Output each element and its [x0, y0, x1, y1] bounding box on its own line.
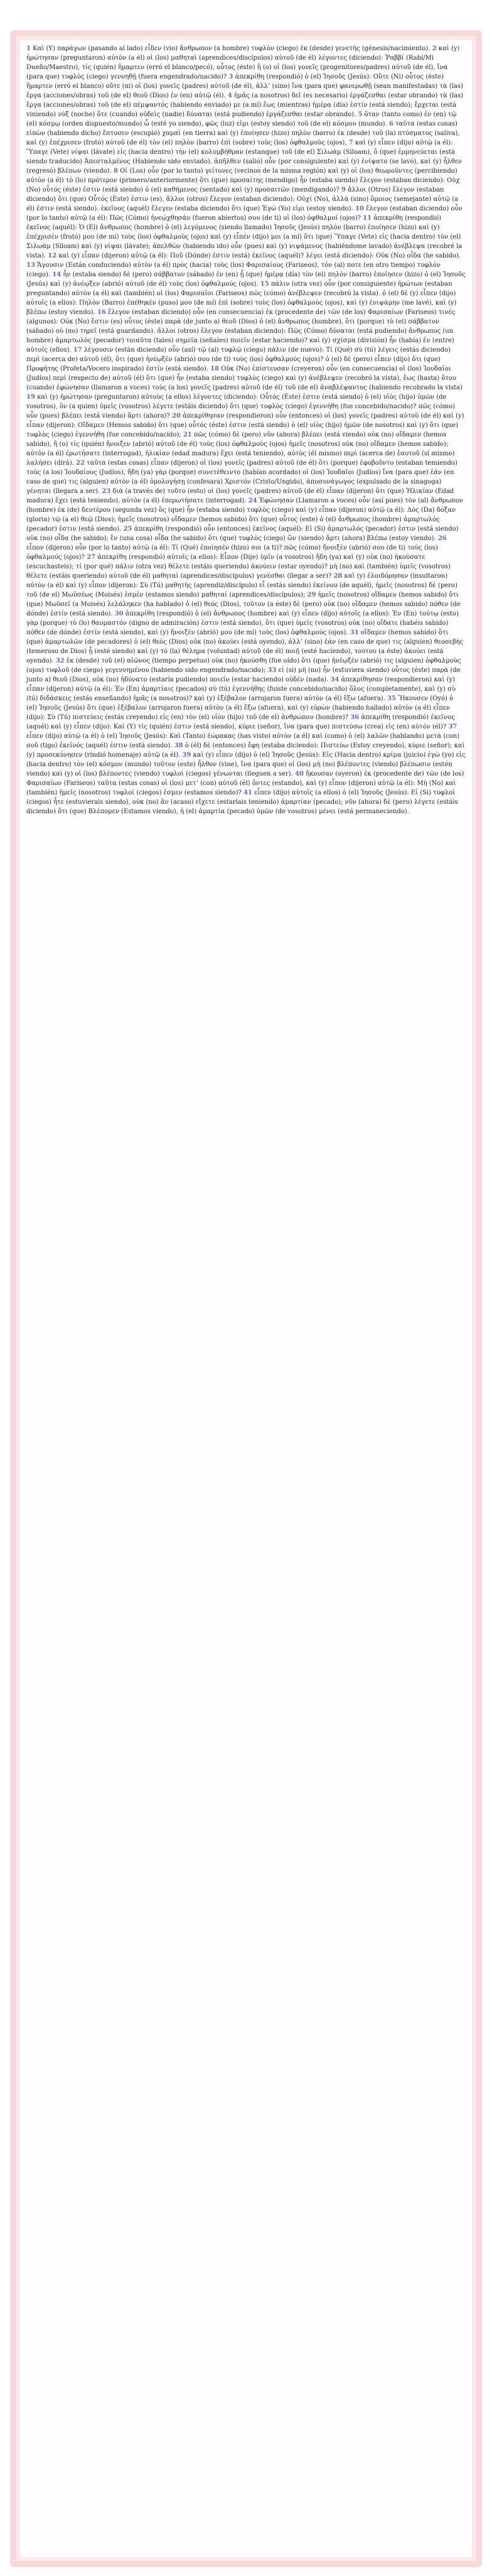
verse-text: διὰ (a través de) τοῦτο (esto) οἱ (los) γονεῖς (padres) αὐτοῦ (de él) εἶπαν (dijeron) ὅτι (que) Ἡλικίαν (Edad madura) ἔχει (está teniendo), αὐτὸν (a él) ἐπερωτήσατε (interrogad).: [26, 488, 454, 504]
verse-text: ἀπεκρίθη (respondió) αὐτοῖς (a ellos): Εἶπον (Dije) ὑμῖν (a vosotros) ἤδη (ya) καὶ (y) οὐκ (no) ἠκούσατε (escuchasteis); τί (por qué) πάλιν (otra vez) θέλετε (estáis queriendo) ἀκούειν (estar oyendo)? μὴ (no) καὶ (también) ὑμεῖς (vosotros) θέλετε (estáis queriendo) αὐτοῦ (de él) μαθηταὶ (aprendices/discípulos) γενέσθαι (llegar a ser)?: [26, 554, 451, 580]
verse-text: ἔλεγον (estaban diciendo) οὖν (por lo tanto) αὐτῷ (a él): Πῶς (Cómo) ἠνεῴχθησάν (fueron abiertos) σου (de ti) οἱ (los) ὀφθαλμοί (ojos)?: [26, 205, 463, 222]
verse-text: Ἤκουσεν (Oyó) ὁ (el) Ἰησοῦς (Jesús) ὅτι (que) ἐξέβαλον (arrojaron fuera) αὐτὸν (a él) ἔξω (afuera), καὶ (y) εὑρὼν (habiendo hallado) αὐτὸν (a él) εἶπεν (dijo): Σὺ (Tú) πιστεύεις (estás creyendo) εἰς (en) τὸν (el) υἱὸν (hijo) τοῦ (de el) ἀνθρώπου (hombre)?: [26, 695, 454, 721]
verse-number: 24: [248, 497, 257, 504]
verse-number: 2: [432, 45, 437, 52]
verse-text: ἀπεκρίθη (respondió) ὁ (el) ἄνθρωπος (hombre) καὶ (y) εἶπεν (dijo) αὐτοῖς (a ellos): Ἐν (En) τούτῳ (esto) γὰρ (porque) τὸ (lo) θαυμαστόν (digno de admiración) ἐστιν (está siendo), ὅτι (que) ὑμεῖς (vosotros) οὐκ (no) οἴδατε (habéis sabido) πόθεν (de dónde) ἐστίν (está siendo), καὶ (y) ἤνοιξέν (abrió) μου (de mí) τοὺς (los) ὀφθαλμούς (ojos).: [26, 610, 459, 636]
verse-text: ἀπεκρίθη (respondió) ἐκεῖνος (aquél) καὶ (y) εἶπεν (dijo): Καὶ (Y) τίς (quién) ἐστιν (está siendo), κύριε (señor), ἵνα (para que) πιστεύσω (crea) εἰς (en) αὐτόν (él)?: [26, 714, 455, 730]
verse-text: καὶ (y) εἶπεν (dijo) αὐτῷ (a él): Ὕπαγε (Vete) νίψαι (lávate) εἰς (hacia dentro) τὴν (el) κολυμβήθραν (estanque) τοῦ (de el) Σιλωάμ (Siloam), ὃ (que) ἑρμηνεύεται (está siendo traducido) Ἀπεσταλμένος (Habiendo sido enviado). ἀπῆλθεν (salió) οὖν (por consiguiente) καὶ (y) ἐνίψατο (se lavó), καὶ (y) ἦλθεν (regresó) βλέπων (viendo).: [26, 139, 463, 175]
verse-number: 20: [171, 413, 181, 419]
verse-number: 9: [341, 187, 346, 193]
verse-text: ἀπεκρίθη (respondió) ἐκεῖνος (aquél): Ὁ (El) ἄνθρωπος (hombre) ὁ (el) λεγόμενος (siendo llamado) Ἰησοῦς (Jesús) πηλὸν (barro) ἐποίησεν (hizo) καὶ (y) ἐπέχρισέν (frotó) μου (de mí) τοὺς (los) ὀφθαλμοὺς (ojos) καὶ (y) εἶπέν (dijo) μοι (a mí) ὅτι (que) Ὕπαγε (Vete) εἰς (hacia dentro) τὸν (el) Σιλωὰμ (Siloam) καὶ (y) νίψαι (lávate); ἀπελθὼν (habiendo ido) οὖν (pues) καὶ (y) νιψάμενος (habiéndome lavado) ἀνέβλεψα (recobré la vista).: [26, 215, 463, 259]
verse-text: Ἄγουσιν (Están conduciendo) αὐτὸν (a él) πρὸς (hacia) τοὺς (los) Φαρισαίους (Fariseos), τόν (al) ποτε (en otro tiempo) τυφλόν (ciego).: [26, 262, 441, 278]
verse-text: ὅταν (tanto como) ἐν (en) τῷ (el) κόσμῳ (orden dispuesto/mundo) ὦ (esté yo siendo), φῶς (luz) εἰμι (estoy siendo) τοῦ (de el) κόσμου (mundo).: [26, 111, 457, 127]
verse-number: 1: [26, 45, 31, 52]
verse-number: 10: [355, 205, 364, 212]
verse-number: 34: [330, 676, 340, 683]
verse-text: ἡμᾶς (a nosotros) δεῖ (es necesario) ἐργάζεσθαι (estar obrando) τὰ (las) ἔργα (acciones/obras) τοῦ (de el) πέμψαντός (habiendo enviado) με (a mí) ἕως (mientras) ἡμέρα (día) ἐστίν (está siendo); ἔρχεται (está viniendo) νὺξ (noche) ὅτε (cuando) οὐδεὶς (nadie) δύναται (está pudiendo) ἐργάζεσθαι (estar obrando).: [26, 92, 464, 118]
verse-number: 22: [76, 460, 85, 467]
verse-number: 6: [388, 121, 393, 127]
verse-number: 29: [307, 592, 316, 598]
verse-number: 38: [174, 742, 183, 749]
verse-text: ἐκ (desde) τοῦ (el) αἰῶνος (tiempo perpetuo) οὐκ (no) ἠκούσθη (fue oído) ὅτι (que) ἠνέῳξέν (abrió) τις (alguien) ὀφθαλμοὺς (ojos) τυφλοῦ (de ciego) γεγεννημένου (habiendo sido engendrado/nacido);: [26, 658, 461, 674]
greek-interlinear-passage: [26, 44, 466, 816]
verse-number: 17: [73, 347, 82, 354]
verse-text: πάλιν (otra vez) οὖν (por consiguiente) ἠρώτων (estaban preguntando) αὐτὸν (a él) καὶ (también) οἱ (los) Φαρισαῖοι (Fariseos) πῶς (cómo) ἀνέβλεψεν (recobró la vista). ὁ (el) δὲ (y) εἶπεν (dijo) αὐτοῖς (a ellos): Πηλὸν (Barro) ἐπέθηκέν (puso) μου (de mí) ἐπὶ (sobre) τοὺς (los) ὀφθαλμούς (ojos), καὶ (y) ἐνιψάμην (me lavé), καὶ (y) βλέπω (estoy viendo).: [26, 281, 457, 316]
verse-text: εἰ (si) μὴ (no) ἦν (estuviera siendo) οὗτος (éste) παρὰ (de junto a) θεοῦ (Dios), οὐκ (no) ἠδύνατο (estaría pudiendo) ποιεῖν (estar haciendo) οὐδέν (nada).: [26, 667, 461, 683]
verse-text: οἴδαμεν (hemos sabido) ὅτι (que) ἁμαρτωλῶν (de pecadores) ὁ (el) θεὸς (Dios) οὐκ (no) ἀκούει (está oyendo), ἀλλ’ (sino) ἐάν (en caso de que) τις (alguien) θεοσεβὴς (temeroso de Dios) ᾖ (esté siendo) καὶ (y) τὸ (la) θέλημα (voluntad) αὐτοῦ (de él) ποιῇ (esté haciendo), τούτου (a éste) ἀκούει (está oyendo).: [26, 629, 464, 664]
verse-text: ἀπεκρίθησαν (respondieron) καὶ (y) εἶπαν (dijeron) αὐτῷ (a él): Ἐν (En) ἁμαρτίαις (pecados) σὺ (tú) ἐγεννήθης (fuiste concebido/nacido) ὅλος (completamente), καὶ (y) σὺ (tú) διδάσκεις (estás enseñando) ἡμᾶς (a nosotros)? καὶ (y) ἐξέβαλον (arrojaron fuera) αὐτὸν (a él) ἔξω (afuera).: [26, 676, 456, 702]
verse-text: ταῦτα (estas cosas) εἰπὼν (habiendo dicho) ἔπτυσεν (escupió) χαμαὶ (en tierra) καὶ (y) ἐποίησεν (hizo) πηλὸν (barro) ἐκ (desde) τοῦ (la) πτύσματος (saliva), καὶ (y) ἐπέχρισεν (frotó) αὐτοῦ (de él) τὸν (el) πηλὸν (barro) ἐπὶ (sobre) τοὺς (los) ὀφθαλμοὺς (ojos),: [26, 121, 460, 146]
verse-text: Οἱ (Los) οὖν (por lo tanto) γείτονες (vecinos de la misma región) καὶ (y) οἱ (los) θεωροῦντες (percibiendo) αὐτὸν (a él) τὸ (lo) πρότερον (primero/anteriormente) ὅτι (que) προσαίτης (mendigo) ἦν (estaba siendo) ἔλεγον (estaban diciendo): Οὐχ (No) οὗτός (éste) ἐστιν (está siendo) ὁ (el) καθήμενος (sentado) καὶ (y) προσαιτῶν (mendigando)?: [26, 168, 460, 193]
verse-number: 25: [123, 526, 132, 533]
verse-text: ταῦτα (estas cosas) εἶπαν (dijeron) οἱ (los) γονεῖς (padres) αὐτοῦ (de él) ὅτι (porque) ἐφοβοῦντο (estaban temiendo) τοὺς (a los) Ἰουδαίους (Judíos), ἤδη (ya) γὰρ (porque) συνετέθειντο (habían acordado) οἱ (los) Ἰουδαῖοι (Judíos) ἵνα (para que) ἐάν (en caso de que) τις (alguien) αὐτὸν (a él) ὁμολογήσῃ (confesara) Χριστόν (Cristo/Ungido), ἀποσυνάγωγος (expulsado de la sinagoga) γένηται (llegara a ser).: [26, 460, 457, 495]
verse-number: 41: [243, 789, 252, 796]
verse-number: 39: [182, 752, 191, 759]
verse-number: 26: [437, 535, 447, 542]
verse-number: 23: [102, 488, 111, 495]
verse-number: 8: [114, 168, 118, 175]
verse-number: 36: [350, 714, 360, 721]
verse-text: ὁ (él) δὲ (entonces) ἔφη (estaba diciendo): Πιστεύω (Estoy creyendo), κύριε (señor); καὶ (y) προσεκύνησεν (rindió homenaje) αὐτῷ (a él).: [26, 742, 465, 759]
verse-text: καὶ (y) ἠρώτησαν (preguntaron) αὐτοὺς (a ellos) λέγοντες (diciendo): Οὗτός (Éste) ἐστιν (está siendo) ὁ (el) υἱὸς (hijo) ὑμῶν (de vosotros), ὃν (a quien) ὑμεῖς (vosotros) λέγετε (estáis diciendo) ὅτι (que) τυφλὸς (ciego) ἐγεννήθη (fue concebido/nacido)? πῶς (cómo) οὖν (pues) βλέπει (está viendo) ἄρτι (ahora)?: [26, 394, 456, 419]
verse-number: 28: [333, 573, 343, 580]
verse-number: 16: [97, 309, 106, 316]
verse-number: 37: [448, 723, 457, 730]
verse-text: καὶ (y) εἶπεν (dijo) ὁ (el) Ἰησοῦς (Jesús): Εἰς (Hacia dentro) κρίμα (juicio) ἐγὼ (yo) εἰς (hacia dentro) τὸν (el) κόσμον (mundo) τοῦτον (este) ἦλθον (vine), ἵνα (para que) οἱ (los) μὴ (no) βλέποντες (viendo) βλέπωσιν (estén viendo) καὶ (y) οἱ (los) βλέποντες (viendo) τυφλοὶ (ciegos) γένωνται (lleguen a ser).: [26, 752, 466, 777]
verse-text: Καὶ (Y) παράγων (pasando al lado) εἶδεν (vio) ἄνθρωπον (a hombre) τυφλὸν (ciego) ἐκ (desde) γενετῆς (génesis/nacimiento).: [33, 45, 430, 52]
verse-number: 12: [48, 252, 57, 259]
verse-number: 7: [348, 139, 353, 146]
verse-text: ἀπεκρίθη (respondió) οὖν (entonces) ἐκεῖνος (aquél): Εἰ (Si) ἁμαρτωλός (pecador) ἐστιν (está siendo) οὐκ (no) οἶδα (he sabido); ἓν (una cosa) οἶδα (he sabido) ὅτι (que) τυφλὸς (ciego) ὢν (siendo) ἄρτι (ahora) βλέπω (estoy viendo).: [26, 526, 459, 542]
verse-text: ἦν (estaba siendo) δὲ (pero) σάββατον (sábado) ἐν (en) ᾗ (que) ἡμέρᾳ (día) τὸν (el) πηλὸν (barro) ἐποίησεν (hizo) ὁ (el) Ἰησοῦς (Jesús) καὶ (y) ἀνέῳξεν (abrió) αὐτοῦ (de él) τοὺς (los) ὀφθαλμούς (ojos).: [26, 271, 466, 288]
verse-text: Οὐκ (No) ἐπίστευσαν (creyeron) οὖν (en consecuencia) οἱ (los) Ἰουδαῖοι (Judíos) περὶ (respecto de) αὐτοῦ (él) ὅτι (que) ἦν (estaba siendo) τυφλὸς (ciego) καὶ (y) ἀνέβλεψεν (recobró la vista), ἕως (hasta) ὅτου (cuando) ἐφώνησαν (llamaron a voces) τοὺς (a los) γονεῖς (padres) αὐτοῦ (de él) τοῦ (de el) ἀναβλέψαντος (habiendo recobrado la vista): [26, 365, 463, 391]
verse-number: 19: [26, 394, 35, 401]
verse-text: Ἐφώνησαν (Llamaron a voces) οὖν (así pues) τὸν (al) ἄνθρωπον (hombre) ἐκ (de) δευτέρου (segunda vez) ὃς (que) ἦν (estaba siendo) τυφλὸς (ciego) καὶ (y) εἶπαν (dijeron) αὐτῷ (a él): Δὸς (Da) δόξαν (gloria) τῷ (a el) θεῷ (Dios); ἡμεῖς (nosotros) οἴδαμεν (hemos sabido) ὅτι (que) οὗτος (este) ὁ (el) ἄνθρωπος (hombre) ἁμαρτωλός (pecador) ἐστιν (está siendo).: [26, 497, 463, 533]
verse-number: 14: [52, 271, 62, 278]
verse-number: 40: [294, 771, 304, 777]
verse-number: 33: [267, 667, 277, 674]
verse-text: εἶπον (dijeron) οὖν (por lo tanto) αὐτῷ (a él): Τί (Qué) ἐποίησέν (hizo) σοι (a ti)? πῶς (cómo) ἤνοιξέν (abrió) σου (de ti) τοὺς (los) ὀφθαλμούς (ojos)?: [26, 544, 438, 561]
verse-number: 5: [358, 111, 363, 118]
verse-number: 35: [387, 695, 396, 702]
verse-text: ἤκουσαν (oyeron) ἐκ (procedente de) τῶν (de los) Φαρισαίων (Fariseos) ταῦτα (estas cosas) οἱ (los) μετ’ (con) αὐτοῦ (él) ὄντες (estando), καὶ (y) εἶπον (dijeron) αὐτῷ (a él): Μὴ (No) καὶ (también) ἡμεῖς (nosotros) τυφλοί (ciegos) ἐσμεν (estamos siendo)?: [26, 771, 464, 796]
verse-text: ἔλεγον (estaban diciendo) οὖν (en consecuencia) ἐκ (procedente de) τῶν (de los) Φαρισαίων (Fariseos) τινές (algunos): Οὐκ (No) ἔστιν (es) οὗτος (éste) παρὰ (de junto a) θεοῦ (Dios) ὁ (el) ἄνθρωπος (hombre), ὅτι (porque) τὸ (el) σάββατον (sábado) οὐ (no) τηρεῖ (está guardando). ἄλλοι (otros) ἔλεγον (estaban diciendo): Πῶς (Cómo) δύναται (está pudiendo) ἄνθρωπος (un hombre) ἁμαρτωλὸς (pecador) τοιαῦτα (tales) σημεῖα (señales) ποιεῖν (estar haciendo)? καὶ (y) σχίσμα (división) ἦν (había) ἐν (entre) αὐτοῖς (ellos).: [26, 309, 456, 354]
verse-text: λέγουσιν (están diciendo) οὖν (así) τῷ (al) τυφλῷ (ciego) πάλιν (de nuevo): Τί (Qué) σὺ (tú) λέγεις (estás diciendo) περὶ (acerca de) αὐτοῦ (él), ὅτι (que) ἠνέῳξέν (abrió) σου (de ti) τοὺς (los) ὀφθαλμούς (ojos)? ὁ (el) δὲ (pero) εἶπεν (dijo) ὅτι (que) Προφήτης (Profeta/Vocero inspirado) ἐστίν (está siendo).: [26, 347, 451, 372]
verse-text: καὶ (y) εἶπαν (dijeron) αὐτῷ (a él): Ποῦ (Dónde) ἐστιν (está) ἐκεῖνος (aquél)? λέγει (está diciendo): Οὐκ (No) οἶδα (he sabido).: [58, 252, 461, 259]
verse-text: πῶς (cómo) δὲ (pero) νῦν (ahora) βλέπει (está viendo) οὐκ (no) οἴδαμεν (hemos sabido), ἢ (o) τίς (quién) ἤνοιξεν (abrió) αὐτοῦ (de él) τοὺς (los) ὀφθαλμοὺς (ojos) ἡμεῖς (nosotros) οὐκ (no) οἴδαμεν (hemos sabido); αὐτὸν (a él) ἐρωτήσατε (interrogad), ἡλικίαν (edad madura) ἔχει (está teniendo), αὐτὸς (él mismo) περὶ (acerca de) ἑαυτοῦ (sí mismo) λαλήσει (dirá).: [26, 431, 455, 467]
verse-text: εἶπεν (dijo) αὐτοῖς (a ellos) ὁ (el) Ἰησοῦς (Jesús): Εἰ (Si) τυφλοὶ (ciegos) ἦτε (estuvierais siendo), οὐκ (no) ἂν (acaso) εἴχετε (estaríais teniendo) ἁμαρτίαν (pecado); νῦν (ahora) δὲ (pero) λέγετε (estáis diciendo) ὅτι (que) Βλέπομεν (Estamos viendo), ἡ (el) ἁμαρτία (pecado) ὑμῶν (de vosotros) μένει (está permaneciendo).: [26, 789, 458, 815]
verse-number: 18: [210, 365, 220, 372]
verse-number: 15: [260, 281, 269, 288]
verse-number: 31: [350, 629, 359, 636]
verse-text: εἶπεν (dijo) αὐτῷ (a él) ὁ (el) Ἰησοῦς (Jesús): Καὶ (Tanto) ἑώρακας (has visto) αὐτὸν (a él) καὶ (como) ὁ (el) λαλῶν (hablando) μετὰ (con) σοῦ (tigo) ἐκεῖνός (aquél) ἐστιν (está siendo).: [26, 733, 460, 749]
verse-number: 27: [87, 554, 96, 561]
verse-number: 21: [183, 431, 192, 438]
verse-number: 11: [363, 215, 372, 222]
verse-number: 13: [26, 262, 35, 269]
verse-text: ἄλλοι (Otros) ἔλεγον (estaban diciendo) ὅτι (que) Οὗτός (Éste) ἐστιν (es), ἄλλοι (otros) ἔλεγον (estaban diciendo): Οὐχί (No), ἀλλὰ (sino) ὅμοιος (semejante) αὐτῷ (a él) ἐστιν (está siendo). ἐκεῖνος (aquél) ἔλεγεν (estaba diciendo) ὅτι (que) Ἐγώ (Yo) εἰμι (estoy siendo).: [26, 187, 459, 212]
verse-text: ἀπεκρίθη (respondió) ὁ (el) Ἰησοῦς (Jesús): Οὔτε (Ni) οὗτος (éste) ἥμαρτεν (erró el blanco) οὔτε (ni) οἱ (los) γονεῖς (padres) αὐτοῦ (de él), ἀλλ’ (sino) ἵνα (para que) φανερωθῇ (sean manifestadas) τὰ (las) ἔργα (acciones/obras) τοῦ (de el) θεοῦ (Dios) ἐν (en) αὐτῷ (él).: [26, 73, 463, 99]
verse-number: 3: [228, 73, 233, 80]
verse-text: ἀπεκρίθησαν (respondieron) οὖν (entonces) οἱ (los) γονεῖς (padres) αὐτοῦ (de él) καὶ (y) εἶπαν (dijeron): Οἴδαμεν (Hemos sabido) ὅτι (que) οὗτός (éste) ἐστιν (está siendo) ὁ (el) υἱὸς (hijo) ἡμῶν (de nosotros) καὶ (y) ὅτι (que) τυφλὸς (ciego) ἐγεννήθη (fue concebido/nacido);: [26, 413, 464, 438]
verse-number: 4: [227, 92, 232, 99]
verse-text: ἡμεῖς (nosotros) οἴδαμεν (hemos sabido) ὅτι (que) Μωϋσεῖ (a Moisés) λελάληκεν (ha hablado) ὁ (el) θεός (Dios), τοῦτον (a éste) δὲ (pero) οὐκ (no) οἴδαμεν (hemos sabido) πόθεν (de dónde) ἐστίν (está siendo).: [26, 592, 461, 617]
verse-text: καὶ (y) ἐλοιδόρησαν (insultaron) αὐτὸν (a él) καὶ (y) εἶπον (dijeron): Σὺ (Tú) μαθητὴς (aprendiz/discípulo) εἶ (estás siendo) ἐκείνου (de aquél), ἡμεῖς (nosotros) δὲ (pero) τοῦ (de el) Μωϋσέως (Moisés) ἐσμὲν (estamos siendo) μαθηταί (aprendices/discípulos);: [26, 573, 457, 598]
verse-number: 30: [114, 610, 124, 617]
verse-number: 32: [55, 658, 65, 664]
verse-text: καὶ (y) ἠρώτησαν (preguntaron) αὐτὸν (a él) οἱ (los) μαθηταὶ (aprendices/discípulos) αὐτοῦ (de él) λέγοντες (diciendo): Ῥαββί (Rabí/Mi Dueño/Maestro), τίς (quién) ἥμαρτεν (erró el blanco/pecó), οὗτος (éste) ἢ (o) οἱ (los) γονεῖς (progenitores/padres) αὐτοῦ (de él), ἵνα (para que) τυφλὸς (ciego) γεννηθῇ (fuera engendrado/nacido)?: [26, 45, 460, 80]
